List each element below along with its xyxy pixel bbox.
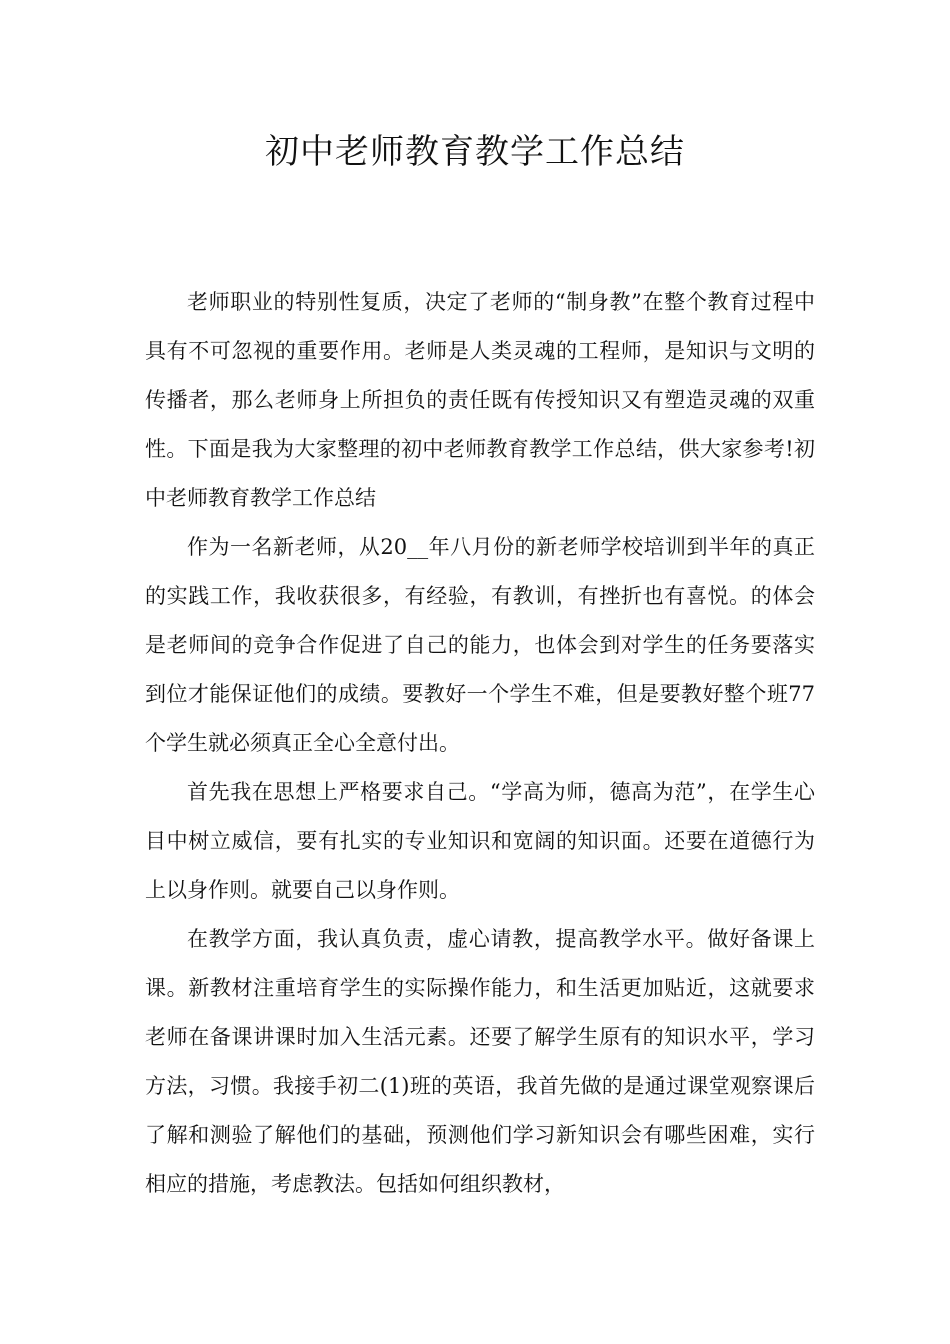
paragraph-intro: 老师职业的特别性复质，决定了老师的“制身教”在整个教育过程中具有不可忽视的重要作用。老师是人类灵魂的工程师，是知识与文明的传播者，那么老师身上所担负的责任既有传授知识又有塑造灵魂的双重性。下面是我为大家整理的初中老师教育教学工作总结，供大家参考!初中老师教育教学工作总结	[145, 290, 815, 510]
document-body	[145, 278, 815, 1209]
document-title: 初中老师教育教学工作总结	[265, 132, 685, 172]
paragraph-ideology: 首先我在思想上严格要求自己。“学高为师，德高为范”，在学生心目中树立威信，要有扎实的专业知识和宽阔的知识面。还要在道德行为上以身作则。就要自己以身作则。	[145, 780, 815, 902]
paragraph-teaching: 在教学方面，我认真负责，虚心请教，提高教学水平。做好备课上课。新教材注重培育学生的实际操作能力，和生活更加贴近，这就要求老师在备课讲课时加入生活元素。还要了解学生原有的知识水平，学习方法，习惯。我接手初二(1)班的英语，我首先做的是通过课堂观察课后了解和测验了解他们的基础，预测他们学习新知识会有哪些困难，实行相应的措施，考虑教法。包括如何组织教材，	[145, 927, 815, 1196]
paragraph-new-teacher: 作为一名新老师，从20__年八月份的新老师学校培训到半年的真正的实践工作，我收获很多，有经验，有教训，有挫折也有喜悦。的体会是老师间的竞争合作促进了自己的能力，也体会到对学生的任务要落实到位才能保证他们的成绩。要教好一个学生不难，但是要教好整个班77个学生就必须真正全心全意付出。	[145, 535, 815, 755]
